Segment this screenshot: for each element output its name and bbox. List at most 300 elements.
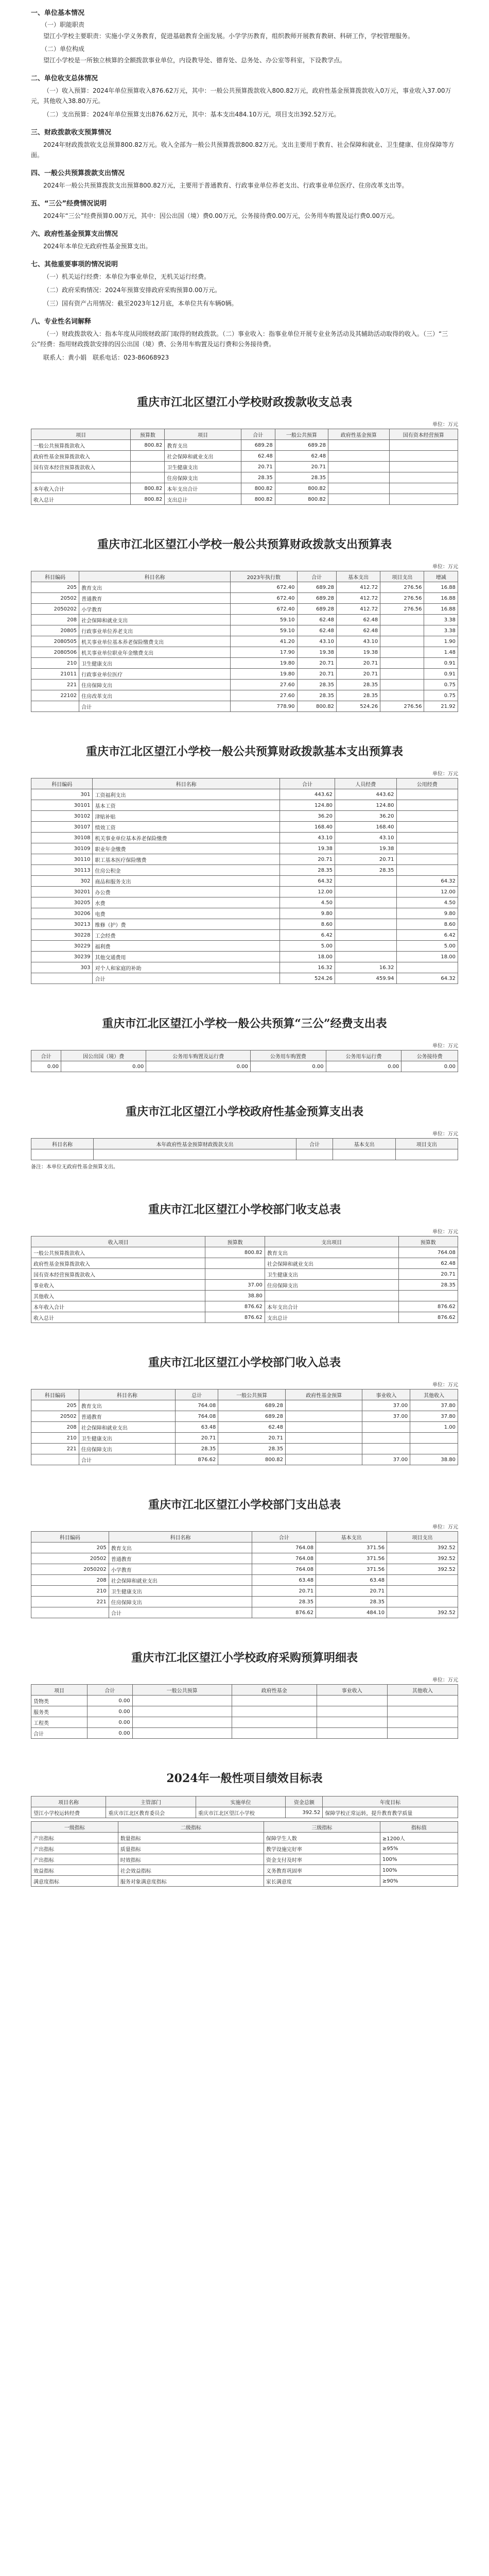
table-cell: 普通教育 [79, 1411, 175, 1422]
column-header: 科目名称 [93, 778, 280, 789]
table-cell: 764.08 [176, 1400, 218, 1411]
table-cell: 484.10 [316, 1607, 387, 1618]
table-cell [328, 462, 389, 472]
table-cell: 20.71 [218, 1433, 286, 1444]
table-row [31, 625, 458, 636]
column-header: 因公出国（境）费 [61, 1050, 146, 1061]
table-cell [205, 1258, 265, 1269]
column-header: 项目 [165, 429, 241, 440]
table-cell: 62.48 [218, 1422, 286, 1433]
table-cell: 303 [31, 962, 93, 973]
table-cell: 43.10 [335, 833, 396, 843]
table-cell: 20.71 [337, 658, 380, 669]
table-row [31, 1301, 458, 1312]
table-header [31, 1139, 458, 1149]
table-row [31, 1607, 458, 1618]
table-cell: 国有资本经营预算拨款收入 [31, 1269, 205, 1280]
table-cell: 205 [31, 1400, 79, 1411]
table-cell: 28.35 [252, 1597, 316, 1607]
table-block-t1 [31, 394, 458, 505]
table-row [31, 1422, 458, 1433]
table-cell: 43.10 [280, 833, 335, 843]
table-row [31, 908, 458, 919]
table-cell: 工会经费 [93, 930, 280, 941]
table-cell: 国有资本经营预算拨款收入 [31, 462, 131, 472]
table-cell: 689.28 [218, 1411, 286, 1422]
table-cell: 重庆市江北区望江小学校 [196, 1807, 286, 1818]
paragraph: 2024年“三公”经费预算0.00万元，其中：因公出国（境）费0.00万元，公务接待费0.00万元，公务用车购置及运行费0.00万元。 [43, 212, 398, 219]
table-cell: 小学教育 [79, 604, 231, 615]
table-cell: 6.42 [280, 930, 335, 941]
table-cell: 4.50 [396, 897, 458, 908]
table-cell [362, 1422, 410, 1433]
table-cell: 28.35 [316, 1597, 387, 1607]
paragraph: （二）支出预算：2024年单位预算支出876.62万元，其中：基本支出484.10万元，项目支出392.52万元。 [43, 111, 340, 118]
table-block-t5 [31, 1103, 458, 1170]
table-cell: 876.62 [176, 1454, 218, 1465]
table-cell: 168.40 [335, 822, 396, 833]
section-heading: 三、财政拨款收支预算情况 [31, 129, 112, 137]
table-title: 重庆市江北区望江小学校部门收支总表 [148, 1203, 341, 1216]
table-cell: 124.80 [280, 800, 335, 811]
column-header: 科目编码 [31, 1389, 79, 1400]
table-cell: 62.48 [398, 1258, 458, 1269]
table-cell: 住房保障支出 [79, 680, 231, 690]
table-cell: 1.48 [424, 647, 458, 658]
table-cell: 0.00 [88, 1728, 132, 1739]
table-cell [410, 1444, 458, 1454]
table-cell [31, 701, 79, 712]
column-header: 政府性基金预算 [328, 429, 389, 440]
paragraph: （二）政府采购情况：2024年预算安排政府采购预算0.00万元。 [43, 286, 221, 294]
column-header: 项目支出 [380, 571, 424, 582]
table-cell: 689.28 [218, 1400, 286, 1411]
table-cell: 371.56 [316, 1564, 387, 1575]
table-cell: 28.35 [275, 472, 328, 483]
table-cell: 27.60 [231, 680, 297, 690]
table-cell: 64.32 [280, 876, 335, 887]
table-cell: 事业收入 [31, 1280, 205, 1291]
table-title: 重庆市江北区望江小学校政府性基金预算支出表 [125, 1105, 363, 1118]
table-cell: 3.38 [424, 615, 458, 625]
table-cell [317, 1717, 387, 1728]
column-header: 合计 [280, 778, 335, 789]
table-cell: 221 [31, 680, 79, 690]
data-table [31, 1684, 458, 1739]
table-cell [132, 1696, 232, 1706]
column-header: 科目编码 [31, 778, 93, 789]
table-cell: 政府性基金预算拨款收入 [31, 451, 131, 462]
table-header [31, 778, 458, 789]
table-cell [232, 1696, 317, 1706]
table-cell [131, 472, 165, 483]
table-cell: 20502 [31, 1553, 109, 1564]
table-cell: 28.35 [297, 690, 337, 701]
table-row [31, 462, 458, 472]
table-cell: 0.00 [401, 1061, 458, 1072]
table-row [31, 451, 458, 462]
table-cell: 43.10 [337, 636, 380, 647]
table-cell: 276.56 [380, 593, 424, 604]
table-cell: 一般公共预算拨款收入 [31, 1247, 205, 1258]
table-cell: 社会效益指标 [118, 1865, 264, 1876]
table-cell: 28.35 [218, 1444, 286, 1454]
table-cell: 37.00 [362, 1454, 410, 1465]
table-block-t9 [31, 1649, 458, 1739]
table-row [31, 593, 458, 604]
table-row [31, 1833, 458, 1843]
table-body [31, 1696, 458, 1739]
table-cell: 小学教育 [109, 1564, 252, 1575]
column-header: 基本支出 [316, 1532, 387, 1543]
table-row [31, 789, 458, 800]
column-header: 预算数 [205, 1236, 265, 1247]
data-table [31, 1389, 458, 1465]
table-cell: 876.62 [205, 1301, 265, 1312]
table-cell: 800.82 [241, 483, 275, 494]
table-cell: 28.35 [280, 865, 335, 876]
table-cell: 524.26 [280, 973, 335, 984]
table-row [31, 1454, 458, 1465]
section-heading: 一、单位基本情况 [31, 9, 85, 17]
table-cell: 64.32 [396, 876, 458, 887]
table-row [31, 1433, 458, 1444]
contact-line: 联系人：黄小娟 联系电话：023-86068923 [43, 354, 169, 361]
table-cell: 9.80 [280, 908, 335, 919]
unit-label: 单位：万元 [432, 1043, 458, 1049]
table-note: 备注：本单位无政府性基金预算支出。 [31, 1164, 118, 1170]
column-header: 合计 [252, 1532, 316, 1543]
table-cell: 30110 [31, 854, 93, 865]
table-row [31, 919, 458, 930]
table-cell: 20.71 [275, 462, 328, 472]
table-cell: 0.00 [61, 1061, 146, 1072]
table-cell: 412.72 [337, 582, 380, 593]
table-cell [396, 800, 458, 811]
column-header: 实施单位 [196, 1797, 286, 1807]
unit-label: 单位：万元 [432, 1524, 458, 1530]
unit-label: 单位：万元 [432, 1677, 458, 1683]
table-body [31, 1543, 458, 1618]
table-row [31, 930, 458, 941]
table-cell: 政府性基金预算拨款收入 [31, 1258, 205, 1269]
table-cell: 津贴补贴 [93, 811, 280, 822]
table-cell: 教育支出 [109, 1543, 252, 1553]
table-cell: 100% [380, 1865, 458, 1876]
header-row [31, 1389, 458, 1400]
table-cell: 20.71 [176, 1433, 218, 1444]
column-header: 基本支出 [337, 571, 380, 582]
table-row [31, 1728, 458, 1739]
table-cell: 社会保障和就业支出 [79, 615, 231, 625]
table-cell: 住房保障支出 [165, 472, 241, 483]
header-row [31, 1236, 458, 1247]
table-block-t7 [31, 1354, 458, 1465]
table-row [31, 1854, 458, 1865]
table-cell [132, 1717, 232, 1728]
table-cell: 20.71 [280, 854, 335, 865]
table-cell: 30101 [31, 800, 93, 811]
table-row [31, 582, 458, 593]
table-title: 重庆市江北区望江小学校一般公共预算财政拨款支出预算表 [97, 538, 392, 551]
table-cell: 其他收入 [31, 1291, 205, 1301]
table-cell [396, 822, 458, 833]
table-row [31, 615, 458, 625]
table-cell [380, 625, 424, 636]
table-cell [285, 1411, 362, 1422]
header-row [31, 778, 458, 789]
table-cell: 36.20 [335, 811, 396, 822]
table-row [31, 843, 458, 854]
table-cell [328, 472, 389, 483]
column-header: 事业收入 [362, 1389, 410, 1400]
indicator-table [31, 1821, 458, 1887]
table-cell [232, 1728, 317, 1739]
paragraph: 2024年本单位无政府性基金预算支出。 [43, 243, 152, 250]
table-body [31, 1149, 458, 1160]
table-cell: 社会保障和就业支出 [165, 451, 241, 462]
table-cell [335, 876, 396, 887]
table-cell: 12.00 [280, 887, 335, 897]
table-block-t2 [31, 536, 458, 712]
table-cell: 62.48 [337, 625, 380, 636]
table-header [31, 1050, 458, 1061]
table-cell: 本年收入合计 [31, 1301, 205, 1312]
table-row [31, 1247, 458, 1258]
table-cell: 8.60 [396, 919, 458, 930]
table-cell: 800.82 [218, 1454, 286, 1465]
table-cell: 208 [31, 1575, 109, 1586]
table-cell: 412.72 [337, 604, 380, 615]
unit-label: 单位：万元 [432, 564, 458, 570]
table-block-t8 [31, 1496, 458, 1618]
table-cell: 276.56 [380, 582, 424, 593]
table-cell: 合计 [79, 1454, 175, 1465]
budget-explanation [31, 7, 458, 363]
table-cell [131, 462, 165, 472]
table-cell [380, 647, 424, 658]
table-cell: 机关事业单位职业年金缴费支出 [79, 647, 231, 658]
table-cell: 0.00 [88, 1706, 132, 1717]
column-header: 2023年执行数 [231, 571, 297, 582]
table-cell: 保障学生人数 [264, 1833, 380, 1843]
table-row [31, 690, 458, 701]
table-cell [31, 1454, 79, 1465]
table-cell: 30239 [31, 952, 93, 962]
column-header: 本年政府性基金预算财政拨款支出 [94, 1139, 296, 1149]
table-cell: 望江小学校运转经费 [31, 1807, 106, 1818]
table-cell: 210 [31, 1586, 109, 1597]
table-cell: 服务对象满意度指标 [118, 1876, 264, 1887]
table-cell: 住房公积金 [93, 865, 280, 876]
table-row [31, 876, 458, 887]
table-cell: 维修（护）费 [93, 919, 280, 930]
table-cell: 卫生健康支出 [165, 462, 241, 472]
table-cell: 0.75 [424, 690, 458, 701]
table-title: 重庆市江北区望江小学校政府采购预算明细表 [131, 1651, 358, 1665]
table-cell: 28.35 [176, 1444, 218, 1454]
table-cell: 764.08 [398, 1247, 458, 1258]
table-cell: 教育支出 [79, 1400, 175, 1411]
table-cell: 27.60 [231, 690, 297, 701]
table-row [31, 822, 458, 833]
table-cell: 764.08 [176, 1411, 218, 1422]
table-cell: 37.00 [205, 1280, 265, 1291]
table-cell: 职业年金缴费 [93, 843, 280, 854]
table-cell: 18.00 [396, 952, 458, 962]
table-cell [31, 472, 131, 483]
table-cell: 28.35 [337, 680, 380, 690]
table-cell [380, 669, 424, 680]
table-cell: 产出指标 [31, 1833, 118, 1843]
header-row [31, 1797, 458, 1807]
table-cell [380, 615, 424, 625]
table-row [31, 897, 458, 908]
table-cell: 62.48 [297, 625, 337, 636]
table-cell: 0.00 [250, 1061, 326, 1072]
table-cell: 30206 [31, 908, 93, 919]
table-cell: 37.80 [410, 1400, 458, 1411]
table-cell: 30107 [31, 822, 93, 833]
column-header: 科目名称 [109, 1532, 252, 1543]
table-row [31, 1291, 458, 1301]
table-cell: 30228 [31, 930, 93, 941]
table-cell: 371.56 [316, 1553, 387, 1564]
column-header: 一般公共预算 [275, 429, 328, 440]
table-cell [335, 887, 396, 897]
table-cell: 689.28 [297, 604, 337, 615]
table-row [31, 865, 458, 876]
table-cell: 办公费 [93, 887, 280, 897]
table-cell [285, 1400, 362, 1411]
column-header: 二级指标 [118, 1822, 264, 1833]
table-cell: 机关事业单位基本养老保险缴费支出 [79, 636, 231, 647]
table-cell: 778.90 [231, 701, 297, 712]
budget-tables [31, 394, 458, 1887]
table-cell [335, 941, 396, 952]
table-cell [285, 1433, 362, 1444]
table-cell [205, 1269, 265, 1280]
table-cell: 保障学校正常运转，提升教育教学质量 [323, 1807, 458, 1818]
column-header: 科目名称 [79, 571, 231, 582]
unit-label: 单位：万元 [432, 771, 458, 777]
table-body [31, 1807, 458, 1818]
column-header: 人员经费 [335, 778, 396, 789]
table-row [31, 604, 458, 615]
table-cell: 672.40 [231, 604, 297, 615]
column-header: 公务接待费 [401, 1050, 458, 1061]
table-cell: 30108 [31, 833, 93, 843]
table-cell: 支出总计 [165, 494, 241, 505]
header-row [31, 1050, 458, 1061]
table-cell: 0.91 [424, 669, 458, 680]
column-header: 指标值 [380, 1822, 458, 1833]
table-cell [389, 494, 458, 505]
table-block-t4 [31, 1015, 458, 1072]
column-header: 事业收入 [317, 1685, 387, 1696]
table-cell: 货物类 [31, 1696, 88, 1706]
table-cell: 689.28 [275, 440, 328, 451]
table-cell: 20805 [31, 625, 79, 636]
column-header: 一级指标 [31, 1822, 118, 1833]
table-cell: 100% [380, 1854, 458, 1865]
table-row [31, 962, 458, 973]
table-cell: 产出指标 [31, 1843, 118, 1854]
table-cell: 37.00 [362, 1400, 410, 1411]
table-row [31, 636, 458, 647]
header-row [31, 1532, 458, 1543]
sub-heading: （一）职能职责 [41, 21, 85, 28]
table-cell: 卫生健康支出 [79, 1433, 175, 1444]
table-row [31, 800, 458, 811]
column-header: 项目 [31, 429, 131, 440]
table-cell [335, 897, 396, 908]
header-row [31, 429, 458, 440]
table-cell: 16.88 [424, 593, 458, 604]
sub-heading: （二）单位构成 [41, 45, 85, 53]
table-cell: 62.48 [275, 451, 328, 462]
table-cell: 效益指标 [31, 1865, 118, 1876]
column-header: 基本支出 [333, 1139, 395, 1149]
table-cell: 教育支出 [265, 1247, 398, 1258]
table-row [31, 483, 458, 494]
table-cell [387, 1586, 458, 1597]
column-header: 项目名称 [31, 1797, 106, 1807]
table-header [31, 571, 458, 582]
table-cell: 63.48 [176, 1422, 218, 1433]
table-cell: 38.80 [205, 1291, 265, 1301]
table-row [31, 833, 458, 843]
table-cell: 资金支付及时率 [264, 1854, 380, 1865]
table-cell [232, 1706, 317, 1717]
table-row [31, 1597, 458, 1607]
table-cell: 水费 [93, 897, 280, 908]
table-cell: 质量指标 [118, 1843, 264, 1854]
table-cell: 63.48 [316, 1575, 387, 1586]
table-cell: 208 [31, 1422, 79, 1433]
table-row [31, 1586, 458, 1597]
table-cell: 672.40 [231, 582, 297, 593]
column-header: 一般公共预算 [218, 1389, 286, 1400]
table-body [31, 582, 458, 712]
table-cell: 1.00 [410, 1422, 458, 1433]
table-cell: 数量指标 [118, 1833, 264, 1843]
table-cell [131, 451, 165, 462]
table-cell: 210 [31, 1433, 79, 1444]
table-row [31, 669, 458, 680]
table-cell: 276.56 [380, 604, 424, 615]
table-cell: 0.00 [88, 1696, 132, 1706]
table-cell: 205 [31, 582, 79, 593]
table-cell [317, 1696, 387, 1706]
table-cell: 时效指标 [118, 1854, 264, 1865]
table-cell: 210 [31, 658, 79, 669]
table-cell [94, 1149, 296, 1160]
table-cell: 卫生健康支出 [109, 1586, 252, 1597]
table-cell: 276.56 [380, 701, 424, 712]
paragraph: （一）财政拨款收入：指本年度从同级财政部门取得的财政拨款。（二）事业收入：指事业单位开展专业业务活动及其辅助活动取得的收入。（三）“三公”经费：指用财政拨款安排的因公出国（境）费、公务用车购置及运行费和公务接待费。 [31, 330, 448, 348]
table-row [31, 1269, 458, 1280]
table-cell [328, 483, 389, 494]
table-row [31, 1553, 458, 1564]
table-cell: 764.08 [252, 1553, 316, 1564]
table-cell [362, 1433, 410, 1444]
table-cell: 20.71 [316, 1586, 387, 1597]
table-cell: 28.35 [335, 865, 396, 876]
table-cell: 合计 [93, 973, 280, 984]
table-header [31, 1532, 458, 1543]
table-cell: 19.38 [335, 843, 396, 854]
